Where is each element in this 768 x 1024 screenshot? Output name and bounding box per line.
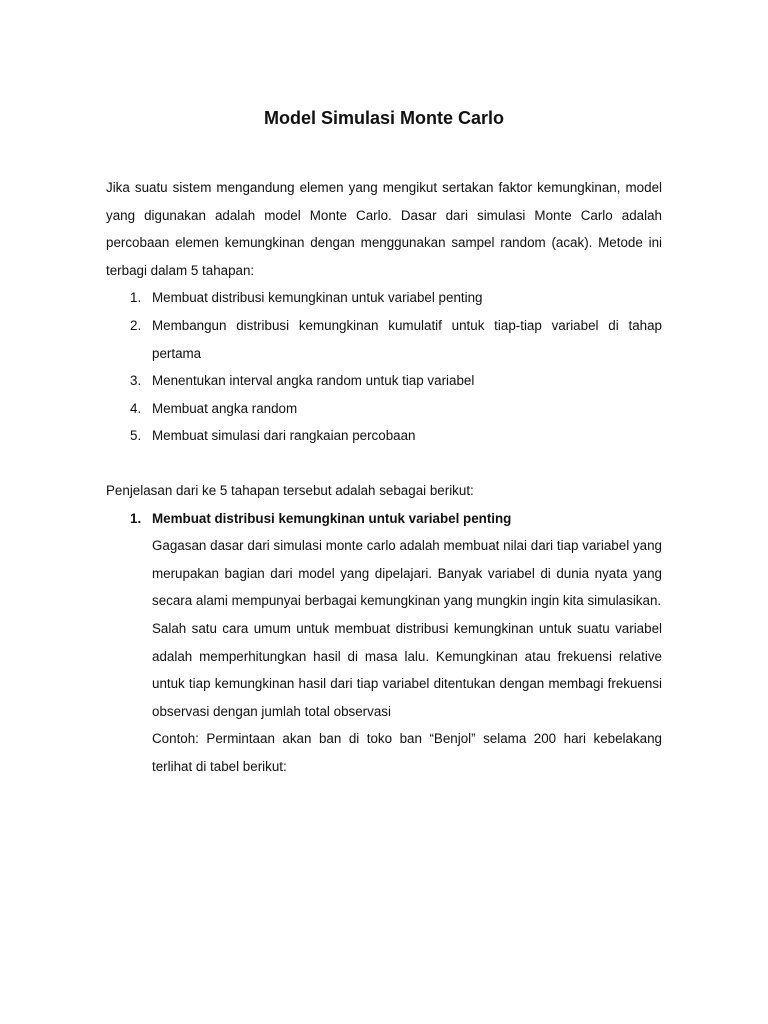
list-item <box>106 312 662 367</box>
list-item-number: 3. <box>130 373 142 389</box>
list-item <box>106 422 662 450</box>
paragraph-spacer <box>106 450 662 477</box>
document-body <box>106 174 662 780</box>
explanation-intro: Penjelasan dari ke 5 tahapan tersebut adalah sebagai berikut: <box>106 482 474 498</box>
list-item-text: Membuat simulasi dari rangkaian percobaan <box>152 428 416 444</box>
steps-list <box>106 284 662 450</box>
list-item <box>106 284 662 312</box>
list-item-text: Membuat distribusi kemungkinan untuk variabel penting <box>152 290 483 306</box>
list-item-text: Menentukan interval angka random untuk tiap variabel <box>152 373 475 389</box>
detail-paragraph: Gagasan dasar dari simulasi monte carlo adalah membuat nilai dari tiap variabel yang merupakan bagian dari model yang dipelajari. Banyak variabel di dunia nyata yang secara alami mempunyai berbagai kemungkinan yang mungkin ingin kita simulasikan. <box>152 538 662 609</box>
list-item-number: 4. <box>130 400 142 416</box>
intro-paragraph: Jika suatu sistem mengandung elemen yang mengikut sertakan faktor kemungkinan, model yang digunakan adalah model Monte Carlo. Dasar dari simulasi Monte Carlo adalah percobaan elemen kemungkinan dengan menggunakan sampel random (acak). Metode ini terbagi dalam 5 tahapan: <box>106 180 662 278</box>
detail-section-body <box>152 532 662 780</box>
list-item-number: 1. <box>130 290 142 306</box>
detail-paragraph: Salah satu cara umum untuk membuat distribusi kemungkinan untuk suatu variabel adalah memperhitungkan hasil di masa lalu. Kemungkinan atau frekuensi relative untuk tiap kemungkinan hasil dari tiap variabel ditentukan dengan membagi frekuensi observasi dengan jumlah total observasi <box>152 620 662 719</box>
list-item-text: Membangun distribusi kemungkinan kumulatif untuk tiap-tiap variabel di tahap pertama <box>152 317 662 361</box>
detail-section-number: 1. <box>130 510 142 526</box>
list-item-number: 5. <box>130 428 142 444</box>
document-title: Model Simulasi Monte Carlo <box>263 108 505 128</box>
list-item-number: 2. <box>130 317 142 333</box>
list-item <box>106 395 662 423</box>
detail-section-title: Membuat distribusi kemungkinan untuk variabel penting <box>152 510 512 526</box>
detail-paragraph: Contoh: Permintaan akan ban di toko ban “Benjol” selama 200 hari kebelakang terlihat di tabel berikut: <box>152 731 662 774</box>
list-item-text: Membuat angka random <box>152 400 298 416</box>
detail-section-heading <box>106 505 662 533</box>
list-item <box>106 367 662 395</box>
